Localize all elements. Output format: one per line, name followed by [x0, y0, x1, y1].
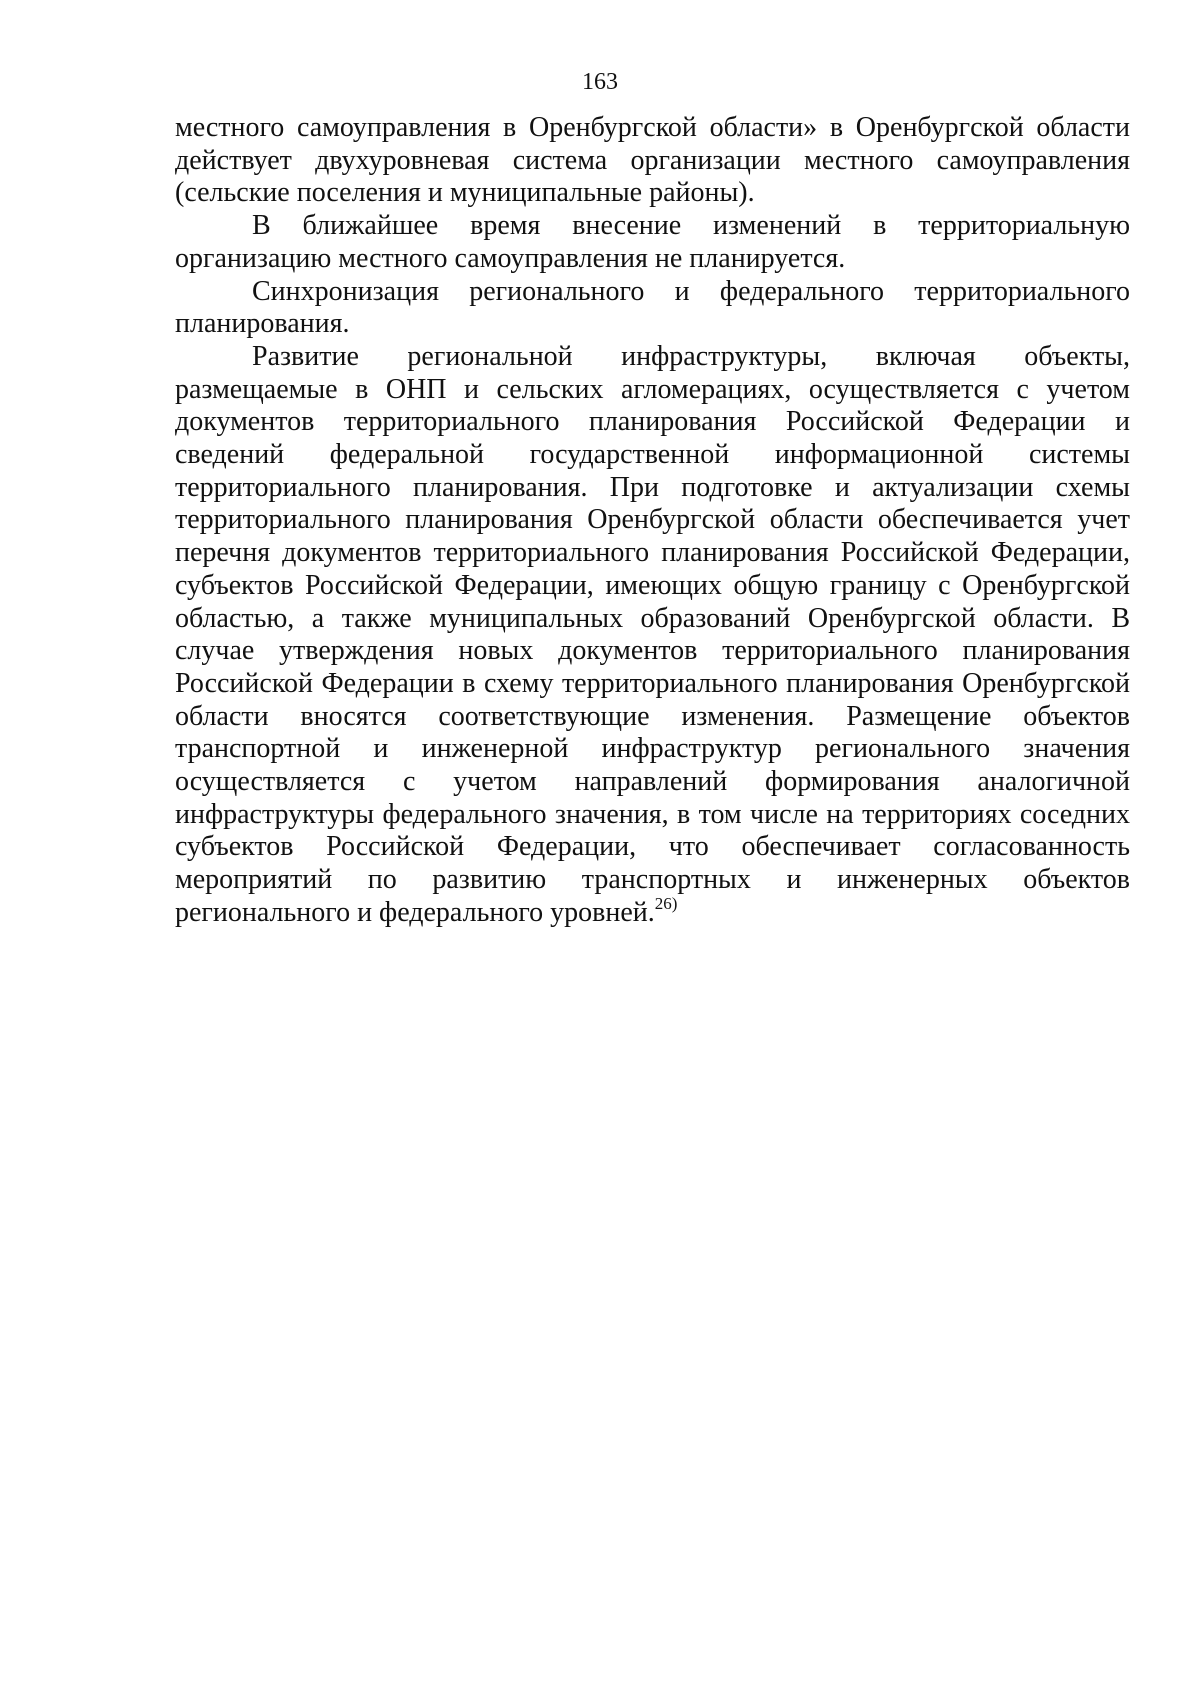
paragraph-text: В ближайшее время внесение изменений в территориальную организацию местного самоуправления не планируется.	[175, 210, 1130, 274]
paragraph-infrastructure-development	[175, 341, 1130, 930]
paragraph-text: Синхронизация регионального и федерального территориального планирования.	[175, 275, 1130, 340]
page-number: 163	[582, 69, 618, 95]
paragraph-no-changes-planned	[175, 210, 1130, 275]
paragraph-text: Развитие региональной инфраструктуры, включая объекты, размещаемые в ОНП и сельских агломерациях, осуществляется с учетом документов территориального планирования Российской Федерации и сведений федеральной государственной информационной системы территориального планирования. При подготовке и актуализации схемы территориального планирования Оренбургской области обеспечивается учет перечня документов территориального планирования Российской Федерации, субъектов Российской Федерации, имеющих общую границу с Оренбургской областью, а также муниципальных образований Оренбургской области. В случае утверждения новых документов территориального планирования Российской Федерации в схему территориального планирования Оренбургской области вносятся соответствующие изменения. Размещение объектов транспортной и инженерной инфраструктур регионального значения осуществляется с учетом направлений формирования аналогичной инфраструктуры федерального значения, в том числе на территориях соседних субъектов Российской Федерации, что обеспечивает согласованность мероприятий по развитию транспортных и инженерных объектов регионального и федерального уровней.	[175, 340, 1130, 928]
document-body	[175, 112, 1130, 930]
paragraph-text: местного самоуправления в Оренбургской области» в Оренбургской области действует двухуровневая система организации местного самоуправления (сельские поселения и муниципальные районы).	[175, 112, 1130, 209]
paragraph-local-government-system	[175, 112, 1130, 210]
footnote-reference[interactable]: 26)	[654, 893, 678, 913]
paragraph-planning-sync-heading	[175, 276, 1130, 341]
